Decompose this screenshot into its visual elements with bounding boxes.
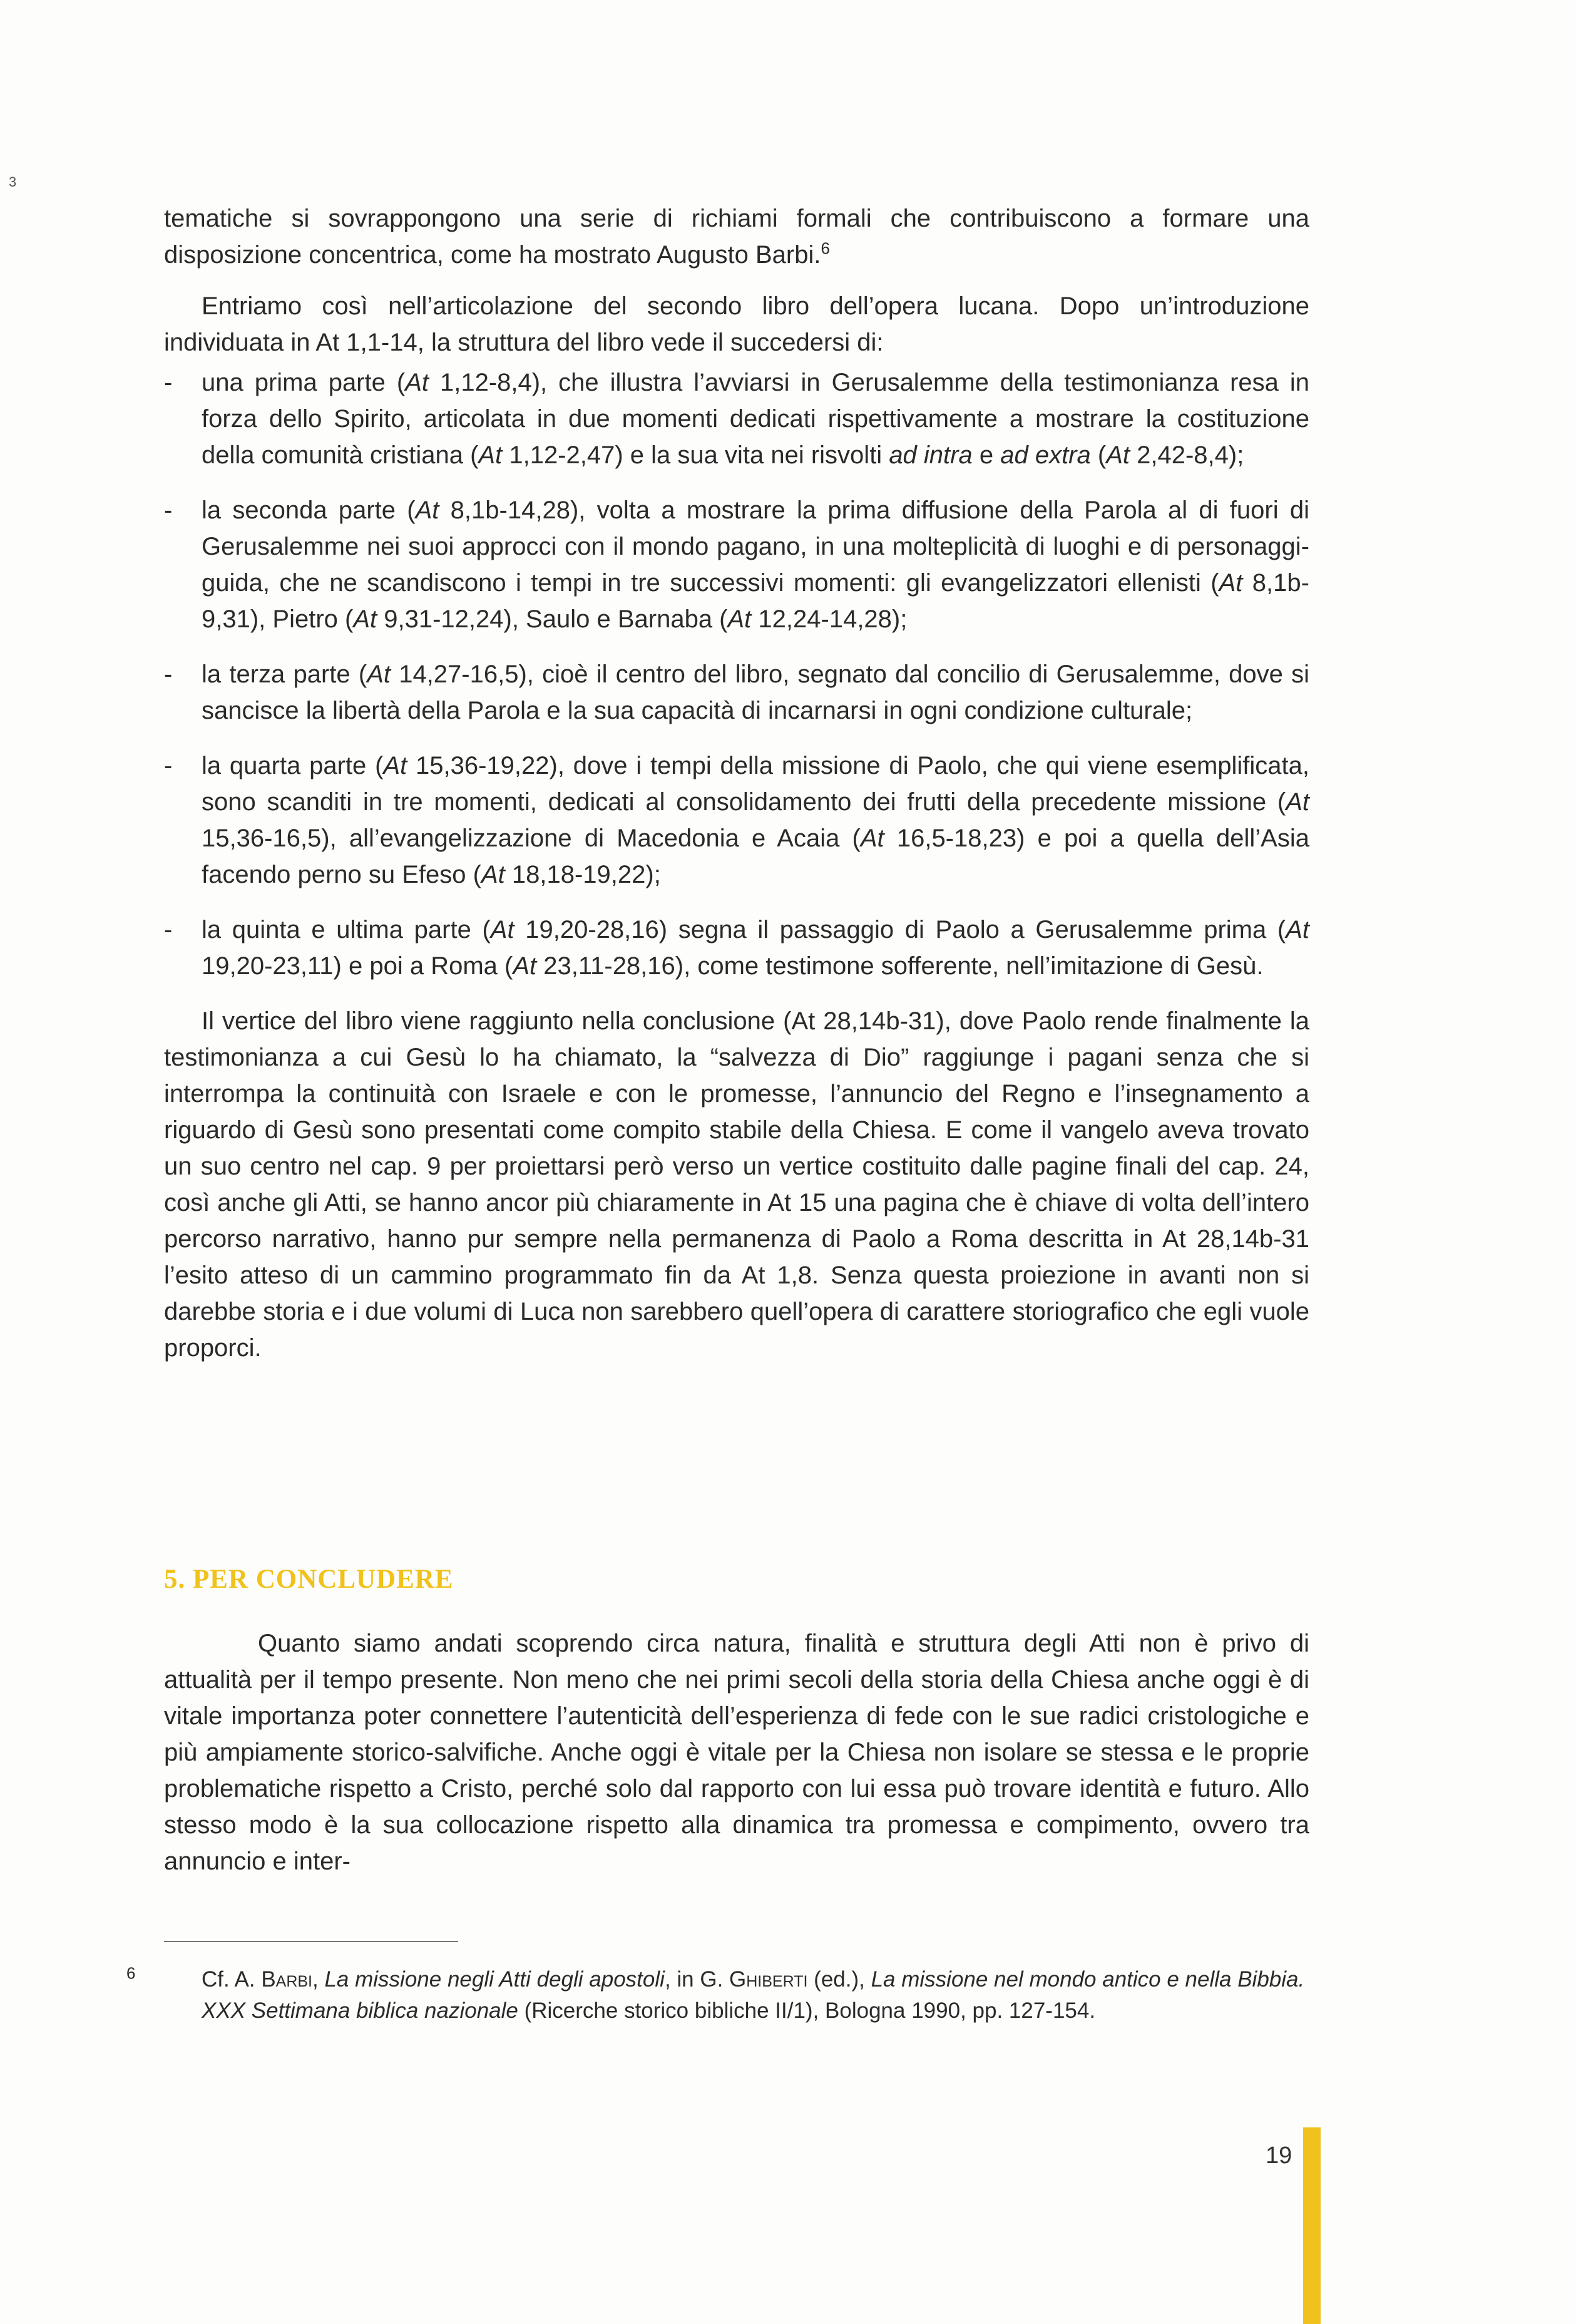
paragraph-vertex: Il vertice del libro viene raggiunto nella conclusione (At 28,14b-31), dove Paolo rende finalmente la testimonianza a cui Gesù lo ha chiamato, la “salvezza di Dio” raggiunge i pagani senza che si interrompa la continuità con Israele e con le promesse, l’annuncio del Regno e l’insegnamento a riguardo di Gesù sono presentati come compito stabile della Chiesa. E come il vangelo aveva trovato un suo centro nel cap. 9 per proiettarsi però verso un vertice costituito dalle pagine finali del cap. 24, così anche gli Atti, se hanno ancor più chiaramente in At 15 una pagina che è chiave di volta dell’intero percorso narrativo, hanno pur sempre nella permanenza di Paolo a Roma descritta in At 28,14b-31 l’esito atteso di un cammino programmato fin da At 1,8. Senza questa proiezione in avanti non si darebbe storia e i due volumi di Luca non sarebbero quell’opera di carattere storiografico che egli vuole proporci. xyxy=(164,1007,1309,1362)
ref-at: At xyxy=(383,752,407,779)
margin-mark: 3 xyxy=(9,174,17,190)
list-text: 8,1b-14,28), volta a mostrare la prima diffusione della Parola al di fuori di Gerusalemme nei suoi approcci con il mondo pagano, in una molteplicità di luoghi e di personaggi-guida, che ne scandiscono i tempi in tre successivi momenti: gli evangelizzatori ellenisti ( xyxy=(202,496,1309,597)
list-text: 19,20-23,11) e poi a Roma ( xyxy=(202,952,513,980)
ref-at: At xyxy=(478,441,503,469)
footnote-part: (ed.), xyxy=(807,1967,871,1992)
list-text: 19,20-28,16) segna il passaggio di Paolo a Gerusalemme prima ( xyxy=(514,916,1286,943)
main-text-top xyxy=(164,200,1309,1366)
ref-at: At xyxy=(415,496,439,524)
footnote-part: , xyxy=(312,1967,325,1992)
footnote-part: Cf. A. xyxy=(202,1967,262,1992)
list-item xyxy=(164,492,1309,637)
footnote-author: Ghiberti xyxy=(729,1967,808,1992)
list-item xyxy=(164,656,1309,729)
ref-at: At xyxy=(481,861,505,888)
list-text: 16,5-18,23) e poi a quella dell’Asia facendo perno su Efeso ( xyxy=(202,825,1309,888)
page-number: 19 xyxy=(1266,2142,1292,2169)
list-text: 12,24-14,28); xyxy=(751,605,908,633)
footnote-number: 6 xyxy=(126,1963,136,1983)
ref-at: At xyxy=(405,369,429,396)
list-item xyxy=(164,748,1309,893)
italic-term: ad extra xyxy=(1000,441,1091,469)
paragraph-conclusion: Quanto siamo andati scoprendo circa natura, finalità e struttura degli Atti non è privo di attualità per il tempo presente. Non meno che nei primi secoli della storia della Chiesa anche oggi è di vitale importanza poter connettere l’autenticità dell’esperienza di fede con le sue radici cristologiche e più ampiamente storico-salvifiche. Anche oggi è vitale per la Chiesa non isolare se stessa e le proprie problematiche rispetto a Cristo, perché solo dal rapporto con lui essa può trovare identità e futuro. Allo stesso modo è la sua collocazione rispetto alla dinamica tra promessa e compimento, ovvero tra annuncio e inter- xyxy=(164,1630,1309,1875)
list-dash: - xyxy=(164,369,173,396)
list-text: la quarta parte ( xyxy=(202,752,384,779)
list-text: 1,12-8,4), che illustra l’avviarsi in Gerusalemme della testimonianza resa in forza dello Spirito, articolata in due momenti dedicati rispettivamente a mostrare la costituzione della comunità cristiana ( xyxy=(202,369,1309,469)
ref-at: At xyxy=(1106,441,1130,469)
list-text: 2,42-8,4); xyxy=(1129,441,1244,469)
list-text: la seconda parte ( xyxy=(202,496,416,524)
ref-at: At xyxy=(1219,569,1243,597)
italic-term: ad intra xyxy=(889,441,973,469)
list-text: 15,36-16,5), all’evangelizzazione di Macedonia e Acaia ( xyxy=(202,825,861,852)
section-title: 5. PER CONCLUDERE xyxy=(164,1565,454,1594)
ref-at: At xyxy=(353,605,377,633)
footnote-part: (Ricerche storico bibliche II/1), Bologna 1990, pp. 127-154. xyxy=(518,1998,1096,2023)
list-text: 14,27-16,5), cioè il centro del libro, segnato dal concilio di Gerusalemme, dove si sancisce la libertà della Parola e la sua capacità di incarnarsi in ogni condizione culturale; xyxy=(202,661,1310,724)
list-text: 23,11-28,16), come testimone sofferente, nell’imitazione di Gesù. xyxy=(536,952,1264,980)
list-text: 18,18-19,22); xyxy=(504,861,661,888)
footnote-text xyxy=(126,1963,1309,2027)
list-dash: - xyxy=(164,496,173,524)
list-text: 8,1b-9,31), Pietro ( xyxy=(202,569,1309,633)
ref-at: At xyxy=(1286,788,1309,816)
list-text: una prima parte ( xyxy=(202,369,406,396)
list-dash: - xyxy=(164,661,173,688)
paragraph-intro xyxy=(164,200,1309,273)
footnote-author: Barbi xyxy=(261,1967,313,1992)
list-dash: - xyxy=(164,916,173,943)
list-item xyxy=(164,364,1309,473)
footnote-title: La missione negli Atti degli apostoli xyxy=(324,1967,665,1992)
list-text: 15,36-19,22), dove i tempi della missione di Paolo, che qui viene esemplificata, sono scanditi in tre momenti, dedicati al consolidamento dei frutti della precedente missione ( xyxy=(202,752,1310,816)
list-dash: - xyxy=(164,752,173,779)
ref-at: At xyxy=(1286,916,1309,943)
main-text-bottom xyxy=(164,1625,1309,1879)
footnote-part: , in G. xyxy=(664,1967,730,1992)
page-accent-bar xyxy=(1303,2127,1321,2324)
structure-list xyxy=(164,364,1309,984)
footnote-ref[interactable]: 6 xyxy=(821,239,830,258)
footnote-divider xyxy=(164,1941,458,1942)
list-text: la terza parte ( xyxy=(202,661,367,688)
ref-at: At xyxy=(367,661,391,688)
list-text: la quinta e ultima parte ( xyxy=(202,916,491,943)
paragraph-intro-text: tematiche si sovrappongono una serie di richiami formali che contribuiscono a formare una disposizione concentrica, come ha mostrato Augusto Barbi. xyxy=(164,205,1309,269)
list-text: 1,12-2,47) e la sua vita nei risvolti xyxy=(502,441,889,469)
ref-at: At xyxy=(727,605,752,633)
list-text: ( xyxy=(1090,441,1107,469)
ref-at: At xyxy=(513,952,537,980)
list-item xyxy=(164,912,1309,984)
ref-at: At xyxy=(860,825,884,852)
list-text: e xyxy=(972,441,1001,469)
footnote xyxy=(126,1963,1309,2027)
ref-at: At xyxy=(490,916,514,943)
footnote-title: La missione nel mondo antico e nella Bibbia. XXX Settimana biblica nazionale xyxy=(202,1967,1305,2023)
paragraph-structure: Entriamo così nell’articolazione del secondo libro dell’opera lucana. Dopo un’introduzione individuata in At 1,1-14, la struttura del libro vede il succedersi di: xyxy=(164,292,1309,356)
list-text: 9,31-12,24), Saulo e Barnaba ( xyxy=(377,605,728,633)
